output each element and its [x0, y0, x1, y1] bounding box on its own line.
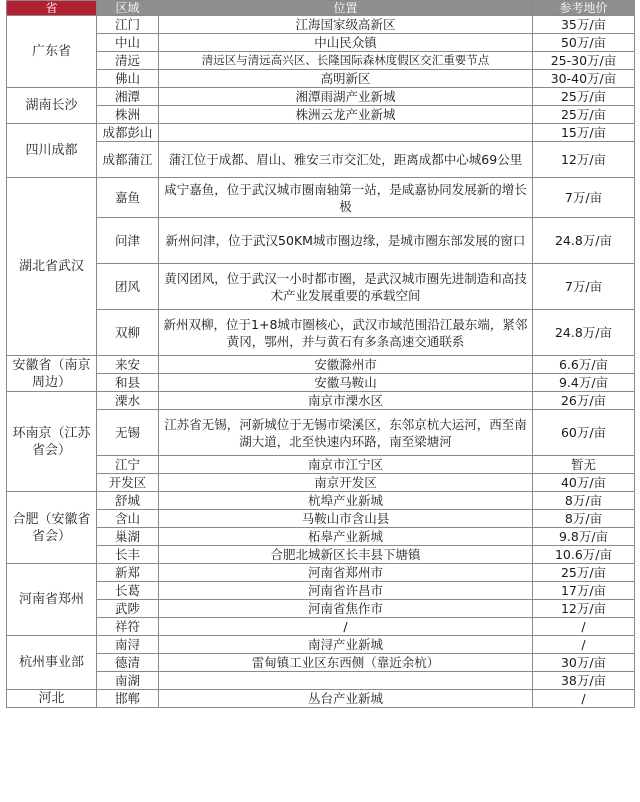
table-row: [7, 456, 635, 474]
table-row: [7, 582, 635, 600]
table-row: [7, 88, 635, 106]
location-cell: 黄冈团风，位于武汉一小时都市圈，是武汉城市圈先进制造和高技术产业发展重要的承载空间: [159, 264, 533, 310]
price-cell: 50万/亩: [533, 34, 635, 52]
area-cell: 和县: [97, 374, 159, 392]
price-cell: 35万/亩: [533, 16, 635, 34]
area-cell: 双柳: [97, 310, 159, 356]
area-cell: 无锡: [97, 410, 159, 456]
price-cell: 24.8万/亩: [533, 218, 635, 264]
province-cell: 河南省郑州: [7, 564, 97, 636]
area-cell: 江宁: [97, 456, 159, 474]
location-cell: 雷甸镇工业区东西侧（靠近余杭）: [159, 654, 533, 672]
area-cell: 嘉鱼: [97, 178, 159, 218]
area-cell: 来安: [97, 356, 159, 374]
area-cell: 湘潭: [97, 88, 159, 106]
area-cell: 团风: [97, 264, 159, 310]
table-row: [7, 106, 635, 124]
province-cell: 环南京（江苏省会）: [7, 392, 97, 492]
table-row: [7, 392, 635, 410]
location-cell: 马鞍山市含山县: [159, 510, 533, 528]
location-cell: 柘皋产业新城: [159, 528, 533, 546]
location-cell: 江苏省无锡，河新城位于无锡市梁溪区，东邻京杭大运河，西至南湖大道，北至快速内环路，南至梁塘河: [159, 410, 533, 456]
price-cell: 38万/亩: [533, 672, 635, 690]
location-cell: 新州双柳，位于1+8城市圈核心，武汉市域范围沿江最东端，紧邻黄冈，鄂州，并与黄石有多条高速交通联系: [159, 310, 533, 356]
location-cell: /: [159, 618, 533, 636]
location-cell: 株洲云龙产业新城: [159, 106, 533, 124]
area-cell: 问津: [97, 218, 159, 264]
location-cell: 河南省许昌市: [159, 582, 533, 600]
table-row: [7, 374, 635, 392]
area-cell: 巢湖: [97, 528, 159, 546]
table-row: [7, 16, 635, 34]
location-cell: 丛台产业新城: [159, 690, 533, 708]
area-cell: 新郑: [97, 564, 159, 582]
table-row: [7, 218, 635, 264]
location-cell: 合肥北城新区长丰县下塘镇: [159, 546, 533, 564]
header-province: 省: [7, 1, 97, 16]
location-cell: 安徽滁州市: [159, 356, 533, 374]
price-cell: 25万/亩: [533, 106, 635, 124]
table-row: [7, 410, 635, 456]
province-cell: 广东省: [7, 16, 97, 88]
table-row: [7, 654, 635, 672]
location-cell: [159, 124, 533, 142]
price-cell: /: [533, 690, 635, 708]
location-cell: 河南省郑州市: [159, 564, 533, 582]
area-cell: 溧水: [97, 392, 159, 410]
area-cell: 邯郸: [97, 690, 159, 708]
location-cell: 中山民众镇: [159, 34, 533, 52]
price-cell: 10.6万/亩: [533, 546, 635, 564]
area-cell: 长丰: [97, 546, 159, 564]
price-cell: 24.8万/亩: [533, 310, 635, 356]
province-cell: 四川成都: [7, 124, 97, 178]
province-cell: 安徽省（南京周边）: [7, 356, 97, 392]
location-cell: 新州问津，位于武汉50KM城市圈边缘，是城市圈东部发展的窗口: [159, 218, 533, 264]
location-cell: 南浔产业新城: [159, 636, 533, 654]
location-cell: 河南省焦作市: [159, 600, 533, 618]
location-cell: 清远区与清远高兴区、长隆国际森林度假区交汇重要节点: [159, 52, 533, 70]
price-cell: 12万/亩: [533, 142, 635, 178]
table-row: [7, 618, 635, 636]
price-cell: /: [533, 618, 635, 636]
header-area: 区域: [97, 1, 159, 16]
price-cell: 12万/亩: [533, 600, 635, 618]
area-cell: 成都彭山: [97, 124, 159, 142]
location-cell: 安徽马鞍山: [159, 374, 533, 392]
area-cell: 祥符: [97, 618, 159, 636]
price-cell: 30-40万/亩: [533, 70, 635, 88]
province-cell: 湖北省武汉: [7, 178, 97, 356]
location-cell: 杭埠产业新城: [159, 492, 533, 510]
table-row: [7, 690, 635, 708]
table-row: [7, 546, 635, 564]
table-row: [7, 672, 635, 690]
area-cell: 南浔: [97, 636, 159, 654]
location-cell: 南京开发区: [159, 474, 533, 492]
area-cell: 南湖: [97, 672, 159, 690]
area-cell: 中山: [97, 34, 159, 52]
table-row: [7, 34, 635, 52]
table-row: [7, 124, 635, 142]
province-cell: 合肥（安徽省省会）: [7, 492, 97, 564]
price-cell: 7万/亩: [533, 178, 635, 218]
header-row: [7, 1, 635, 16]
province-cell: 河北: [7, 690, 97, 708]
location-cell: [159, 672, 533, 690]
area-cell: 清远: [97, 52, 159, 70]
province-cell: 杭州事业部: [7, 636, 97, 690]
table-row: [7, 492, 635, 510]
price-cell: 40万/亩: [533, 474, 635, 492]
price-cell: /: [533, 636, 635, 654]
price-cell: 8万/亩: [533, 492, 635, 510]
price-cell: 9.8万/亩: [533, 528, 635, 546]
area-cell: 德清: [97, 654, 159, 672]
table-row: [7, 52, 635, 70]
table-row: [7, 356, 635, 374]
header-price: 参考地价: [533, 1, 635, 16]
table-row: [7, 142, 635, 178]
land-price-table: [6, 0, 635, 708]
price-cell: 暂无: [533, 456, 635, 474]
area-cell: 成都蒲江: [97, 142, 159, 178]
location-cell: 湘潭雨湖产业新城: [159, 88, 533, 106]
price-cell: 8万/亩: [533, 510, 635, 528]
price-cell: 30万/亩: [533, 654, 635, 672]
province-cell: 湖南长沙: [7, 88, 97, 124]
price-cell: 6.6万/亩: [533, 356, 635, 374]
price-cell: 25万/亩: [533, 564, 635, 582]
price-cell: 15万/亩: [533, 124, 635, 142]
price-cell: 60万/亩: [533, 410, 635, 456]
table-row: [7, 528, 635, 546]
area-cell: 武陟: [97, 600, 159, 618]
price-cell: 25万/亩: [533, 88, 635, 106]
table-row: [7, 636, 635, 654]
table-row: [7, 510, 635, 528]
table-row: [7, 264, 635, 310]
price-cell: 9.4万/亩: [533, 374, 635, 392]
area-cell: 佛山: [97, 70, 159, 88]
table-row: [7, 474, 635, 492]
area-cell: 江门: [97, 16, 159, 34]
location-cell: 蒲江位于成都、眉山、雅安三市交汇处，距离成都中心城69公里: [159, 142, 533, 178]
price-cell: 17万/亩: [533, 582, 635, 600]
table-row: [7, 178, 635, 218]
table-row: [7, 310, 635, 356]
header-location: 位置: [159, 1, 533, 16]
table-row: [7, 600, 635, 618]
table-row: [7, 70, 635, 88]
location-cell: 江海国家级高新区: [159, 16, 533, 34]
price-cell: 7万/亩: [533, 264, 635, 310]
area-cell: 舒城: [97, 492, 159, 510]
table-row: [7, 564, 635, 582]
location-cell: 南京市江宁区: [159, 456, 533, 474]
location-cell: 高明新区: [159, 70, 533, 88]
location-cell: 南京市溧水区: [159, 392, 533, 410]
area-cell: 株洲: [97, 106, 159, 124]
area-cell: 含山: [97, 510, 159, 528]
location-cell: 咸宁嘉鱼，位于武汉城市圈南轴第一站，是咸嘉协同发展新的增长极: [159, 178, 533, 218]
price-cell: 25-30万/亩: [533, 52, 635, 70]
price-cell: 26万/亩: [533, 392, 635, 410]
area-cell: 长葛: [97, 582, 159, 600]
area-cell: 开发区: [97, 474, 159, 492]
